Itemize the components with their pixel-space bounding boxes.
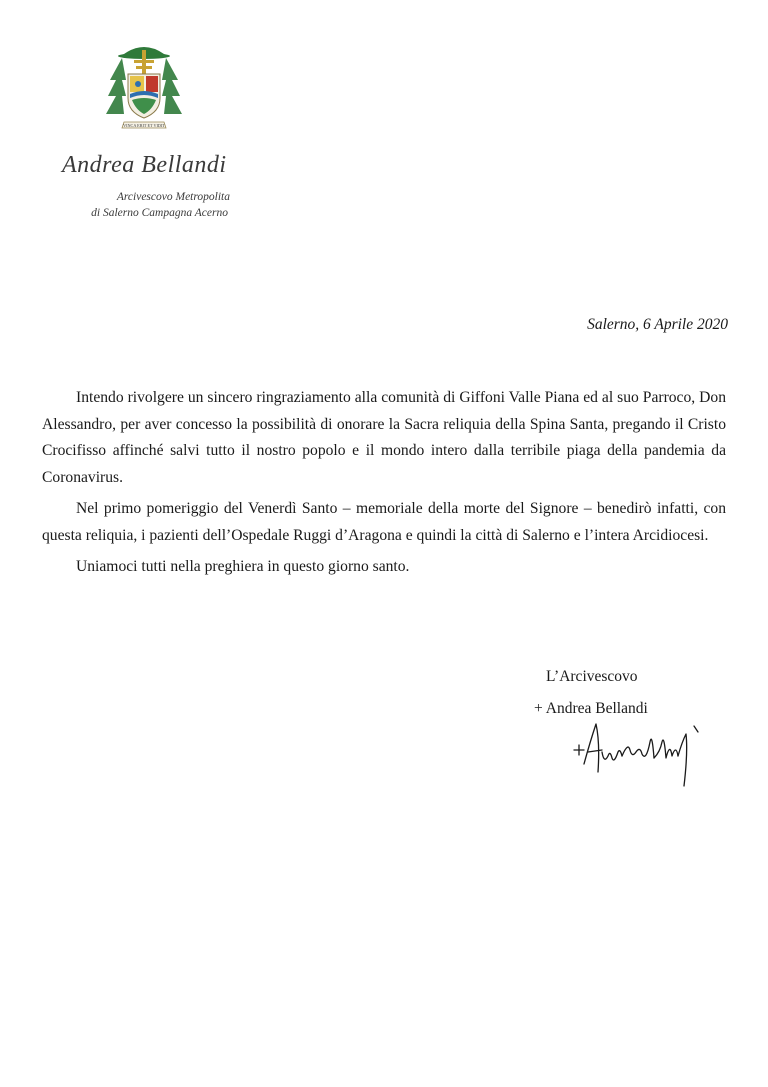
letterhead-name: Andrea Bellandi [62, 152, 227, 178]
paragraph: Nel primo pomeriggio del Venerdì Santo – memoriale della morte del Signore – benedirò infatti, con questa reliquia, i pazienti dell’Ospedale Ruggi d’Aragona e quindi la città di Salerno e l’intera Arcidiocesi. [42, 500, 726, 544]
letterhead-title-line2: di Salerno Campagna Acerno [91, 207, 228, 219]
closing-name: + Andrea Bellandi [534, 700, 648, 717]
coat-of-arms-logo [102, 40, 186, 140]
letter-body [42, 385, 726, 586]
letter-date: Salerno, 6 Aprile 2020 [587, 316, 728, 333]
paragraph: Intendo rivolgere un sincero ringraziamento alla comunità di Giffoni Valle Piana ed al suo Parroco, Don Alessandro, per aver concesso la possibilità di onorare la Sacra reliquia della Spina Santa, pregando il Cristo Crocifisso affinché salvi tutto il nostro popolo e il mondo intero dalla terribile piaga della pandemia da Coronavirus. [42, 389, 726, 486]
svg-text:VINCA ERIT ET VIDIT: VINCA ERIT ET VIDIT [123, 123, 165, 128]
letterhead-title-line1: Arcivescovo Metropolita [116, 191, 230, 203]
handwritten-signature [570, 712, 710, 788]
closing-title: L’Arcivescovo [546, 668, 638, 685]
paragraph: Uniamoci tutti nella preghiera in questo giorno santo. [76, 558, 410, 575]
